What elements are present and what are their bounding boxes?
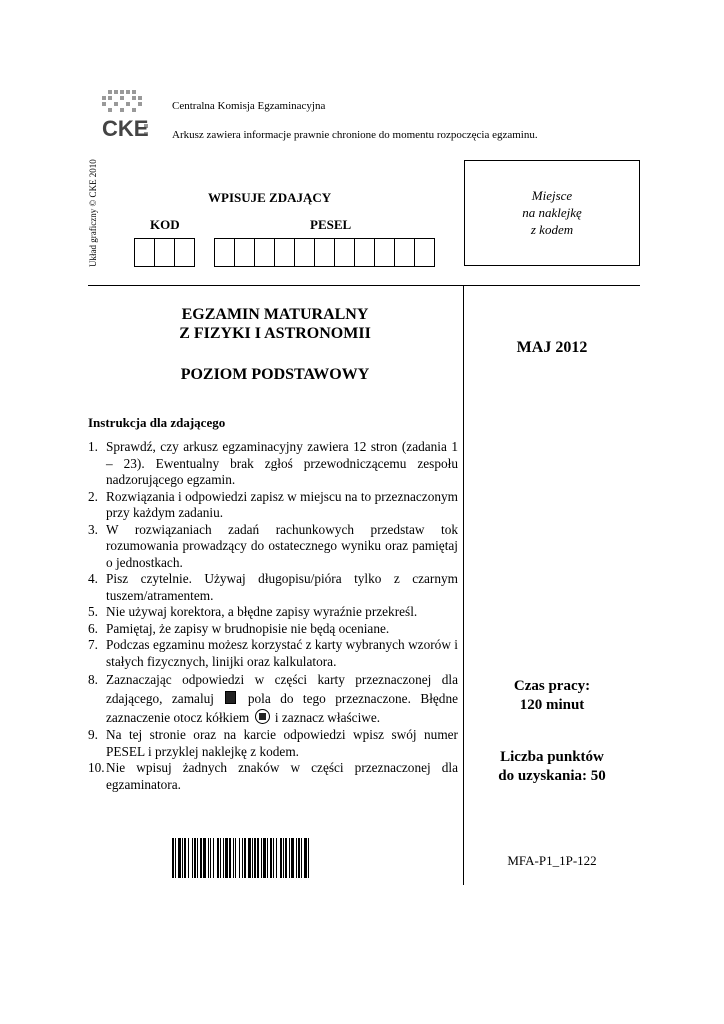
form-code: MFA-P1_1P-122 bbox=[507, 853, 597, 868]
instruction-item: 2. Rozwiązania i odpowiedzi zapisz w miejscu na to przeznaczonym przy każdym zadaniu. bbox=[88, 488, 458, 520]
points-label: Liczba punktów bbox=[500, 749, 604, 765]
instructions-list bbox=[88, 439, 458, 793]
pesel-box[interactable] bbox=[294, 238, 314, 267]
pesel-box[interactable] bbox=[234, 238, 254, 267]
sticker-line2: na naklejkę bbox=[522, 205, 582, 220]
time-label: Czas pracy: bbox=[513, 678, 591, 694]
instruction-item: 3. W rozwiązaniach zadań rachunkowych przedstaw tok rozumowania prowadzący do ostatecznego wyniku oraz pamiętaj o jednostkach. bbox=[88, 521, 458, 570]
instruction-item: 8. Zaznaczając odpowiedzi w części karty przeznaczonej dla zdającego, zamaluj pola do tego przeznaczone. Błędne zaznaczenie otocz kółkiem i zaznacz właściwe. bbox=[88, 672, 459, 725]
barcode-icon bbox=[172, 838, 408, 878]
time-info bbox=[464, 677, 640, 715]
points-info bbox=[464, 748, 640, 786]
horizontal-divider bbox=[88, 285, 640, 286]
protection-notice: Arkusz zawiera informacje prawnie chronione do momentu rozpoczęcia egzaminu. bbox=[172, 129, 538, 141]
points-value: do uzyskania: 50 bbox=[498, 768, 606, 784]
kod-box[interactable] bbox=[134, 238, 154, 267]
candidate-section-title: WPISUJE ZDAJĄCY bbox=[208, 190, 332, 205]
filled-square-icon bbox=[225, 691, 236, 704]
pesel-box[interactable] bbox=[414, 238, 435, 267]
time-value: 120 minut bbox=[519, 697, 585, 713]
instruction-item: 1. Sprawdź, czy arkusz egzaminacyjny zawiera 12 stron (zadania 1 – 23). Ewentualny brak zgłoś przewodniczącemu zespołu nadzorującego egzamin. bbox=[88, 439, 458, 487]
exam-date: MAJ 2012 bbox=[516, 339, 588, 356]
pesel-input-boxes[interactable] bbox=[214, 238, 435, 267]
sticker-line1: Miejsce bbox=[531, 188, 573, 203]
sticker-area bbox=[464, 160, 640, 266]
pesel-box[interactable] bbox=[314, 238, 334, 267]
pesel-label: PESEL bbox=[310, 217, 352, 232]
cke-logo bbox=[100, 88, 150, 142]
pesel-box[interactable] bbox=[374, 238, 394, 267]
instructions-heading: Instrukcja dla zdającego bbox=[88, 415, 226, 430]
kod-box[interactable] bbox=[174, 238, 195, 267]
exam-title-line1: EGZAMIN MATURALNY bbox=[181, 306, 369, 323]
instruction-item: 10. Nie wpisuj żadnych znaków w części przeznaczonej dla egzaminatora. bbox=[88, 760, 458, 792]
kod-box[interactable] bbox=[154, 238, 174, 267]
instruction-item: 9. Na tej stronie oraz na karcie odpowiedzi wpisz swój numer PESEL i przyklej naklejkę z kodem. bbox=[88, 727, 458, 759]
vertical-divider bbox=[463, 285, 464, 885]
organization-name: Centralna Komisja Egzaminacyjna bbox=[172, 100, 326, 112]
instruction-item: 7. Podczas egzaminu możesz korzystać z karty wybranych wzorów i stałych fizycznych, linijki oraz kalkulatora. bbox=[88, 637, 458, 669]
circled-square-icon bbox=[255, 709, 270, 724]
instruction-item: 4. Pisz czytelnie. Używaj długopisu/pióra tylko z czarnym tuszem/atramentem. bbox=[88, 571, 458, 603]
logo-text: CKE bbox=[102, 116, 149, 141]
kod-input-boxes[interactable] bbox=[134, 238, 195, 267]
exam-title-line2: Z FIZYKI I ASTRONOMII bbox=[179, 325, 371, 342]
kod-label: KOD bbox=[150, 217, 180, 232]
copyright-side-text: Układ graficzny © CKE 2010 bbox=[88, 159, 98, 267]
instruction-item: 6. Pamiętaj, że zapisy w brudnopisie nie będą oceniane. bbox=[88, 620, 390, 636]
pesel-box[interactable] bbox=[334, 238, 354, 267]
instruction-item: 5. Nie używaj korektora, a błędne zapisy wyraźnie przekreśl. bbox=[88, 604, 418, 619]
pesel-box[interactable] bbox=[254, 238, 274, 267]
pesel-box[interactable] bbox=[394, 238, 414, 267]
pesel-box[interactable] bbox=[214, 238, 234, 267]
exam-level: POZIOM PODSTAWOWY bbox=[180, 366, 370, 383]
pesel-box[interactable] bbox=[274, 238, 294, 267]
sticker-line3: z kodem bbox=[530, 222, 574, 237]
pesel-box[interactable] bbox=[354, 238, 374, 267]
